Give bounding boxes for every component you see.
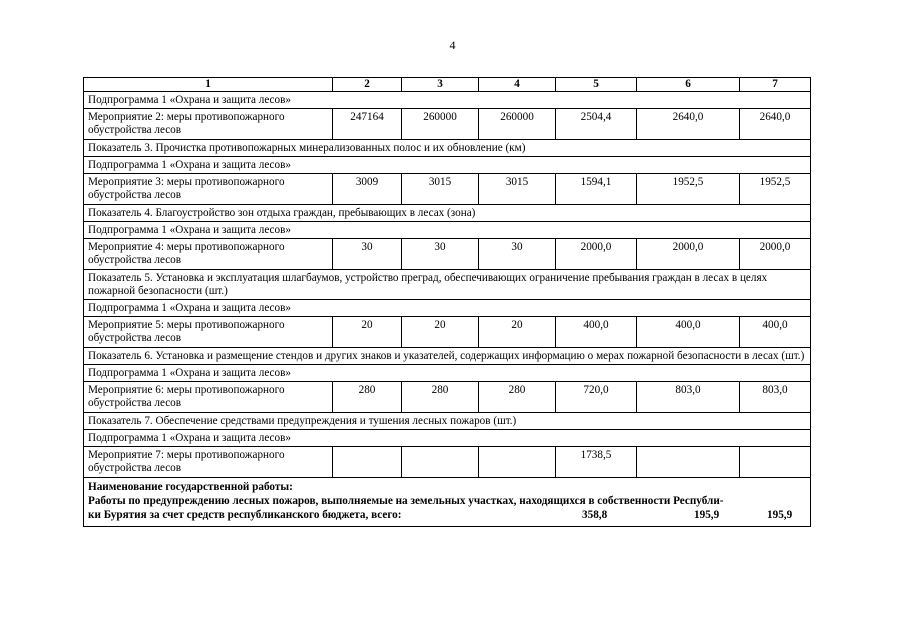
measure-value: 30 — [402, 239, 479, 270]
measure-value — [637, 447, 740, 478]
measure-label: Мероприятие 2: меры противопожарного обустройства лесов — [84, 109, 333, 140]
measure-value: 400,0 — [556, 317, 637, 348]
footer-text-line: ки Бурятия за счет средств республиканского бюджета, всего: — [88, 509, 402, 521]
subprogram-label: Подпрограмма 1 «Охрана и защита лесов» — [84, 92, 811, 109]
measure-value: 2640,0 — [740, 109, 811, 140]
footer-text-line: Работы по предупреждению лесных пожаров, выполняемые на земельных участках, находящихся в собственности Республи- — [88, 495, 724, 507]
measure-value: 1738,5 — [556, 447, 637, 478]
indicator-label: Показатель 5. Установка и эксплуатация шлагбаумов, устройство преград, обеспечивающих ограничение пребывания граждан в лесах в целях пожарной безопасности (шт.) — [84, 270, 811, 300]
indicator-row — [84, 413, 811, 430]
indicator-row — [84, 205, 811, 222]
measure-value: 20 — [402, 317, 479, 348]
measure-value: 280 — [479, 382, 556, 413]
subprogram-label: Подпрограмма 1 «Охрана и защита лесов» — [84, 300, 811, 317]
indicator-label: Показатель 3. Прочистка противопожарных минерализованных полос и их обновление (км) — [84, 140, 811, 157]
measure-value: 30 — [479, 239, 556, 270]
measure-row — [84, 174, 811, 205]
measure-value: 3015 — [402, 174, 479, 205]
footer-total-value: 358,8 — [582, 509, 608, 521]
indicator-row — [84, 348, 811, 365]
measure-row — [84, 382, 811, 413]
column-header: 4 — [479, 78, 556, 92]
measure-value: 260000 — [402, 109, 479, 140]
measure-label: Мероприятие 5: меры противопожарного обустройства лесов — [84, 317, 333, 348]
measure-value: 30 — [333, 239, 402, 270]
measure-label: Мероприятие 4: меры противопожарного обустройства лесов — [84, 239, 333, 270]
subprogram-row — [84, 300, 811, 317]
measure-value: 260000 — [479, 109, 556, 140]
column-header: 1 — [84, 78, 333, 92]
measure-value: 2000,0 — [556, 239, 637, 270]
measure-value: 1952,5 — [637, 174, 740, 205]
subprogram-label: Подпрограмма 1 «Охрана и защита лесов» — [84, 430, 811, 447]
indicator-label: Показатель 4. Благоустройство зон отдыха граждан, пребывающих в лесах (зона) — [84, 205, 811, 222]
indicators-table — [83, 77, 811, 527]
subprogram-row — [84, 222, 811, 239]
measure-value: 3015 — [479, 174, 556, 205]
measure-value: 1594,1 — [556, 174, 637, 205]
measure-value: 400,0 — [740, 317, 811, 348]
measure-value — [740, 447, 811, 478]
column-header: 7 — [740, 78, 811, 92]
measure-value: 2000,0 — [740, 239, 811, 270]
subprogram-row — [84, 157, 811, 174]
subprogram-label: Подпрограмма 1 «Охрана и защита лесов» — [84, 365, 811, 382]
subprogram-row — [84, 365, 811, 382]
measure-value: 20 — [333, 317, 402, 348]
measure-value: 2504,4 — [556, 109, 637, 140]
measure-value: 1952,5 — [740, 174, 811, 205]
measure-value: 2640,0 — [637, 109, 740, 140]
subprogram-row — [84, 92, 811, 109]
measure-value: 280 — [333, 382, 402, 413]
measure-row — [84, 109, 811, 140]
measure-value: 720,0 — [556, 382, 637, 413]
measure-label: Мероприятие 7: меры противопожарного обустройства лесов — [84, 447, 333, 478]
column-header: 2 — [333, 78, 402, 92]
footer-row — [84, 478, 811, 527]
footer-total-value: 195,9 — [694, 509, 720, 521]
column-header: 5 — [556, 78, 637, 92]
measure-row — [84, 447, 811, 478]
page-number: 4 — [449, 38, 456, 52]
header-row — [84, 78, 811, 92]
footer-total-value: 195,9 — [767, 509, 793, 521]
subprogram-row — [84, 430, 811, 447]
measure-value: 3009 — [333, 174, 402, 205]
measure-value: 400,0 — [637, 317, 740, 348]
indicator-row — [84, 140, 811, 157]
footer-total-line — [88, 508, 806, 522]
indicator-row — [84, 270, 811, 300]
measure-label: Мероприятие 3: меры противопожарного обустройства лесов — [84, 174, 333, 205]
footer-title: Наименование государственной работы: — [88, 481, 293, 493]
measure-value — [479, 447, 556, 478]
measure-value: 20 — [479, 317, 556, 348]
indicator-label: Показатель 7. Обеспечение средствами предупреждения и тушения лесных пожаров (шт.) — [84, 413, 811, 430]
measure-value: 803,0 — [740, 382, 811, 413]
measure-value: 247164 — [333, 109, 402, 140]
indicator-label: Показатель 6. Установка и размещение стендов и других знаков и указателей, содержащих информацию о мерах пожарной безопасности в лесах (шт.) — [84, 348, 811, 365]
measure-row — [84, 317, 811, 348]
footer-cell — [84, 478, 811, 527]
column-header: 3 — [402, 78, 479, 92]
subprogram-label: Подпрограмма 1 «Охрана и защита лесов» — [84, 222, 811, 239]
column-header: 6 — [637, 78, 740, 92]
measure-value: 803,0 — [637, 382, 740, 413]
measure-label: Мероприятие 6: меры противопожарного обустройства лесов — [84, 382, 333, 413]
measure-value — [333, 447, 402, 478]
measure-row — [84, 239, 811, 270]
measure-value: 280 — [402, 382, 479, 413]
subprogram-label: Подпрограмма 1 «Охрана и защита лесов» — [84, 157, 811, 174]
measure-value: 2000,0 — [637, 239, 740, 270]
measure-value — [402, 447, 479, 478]
